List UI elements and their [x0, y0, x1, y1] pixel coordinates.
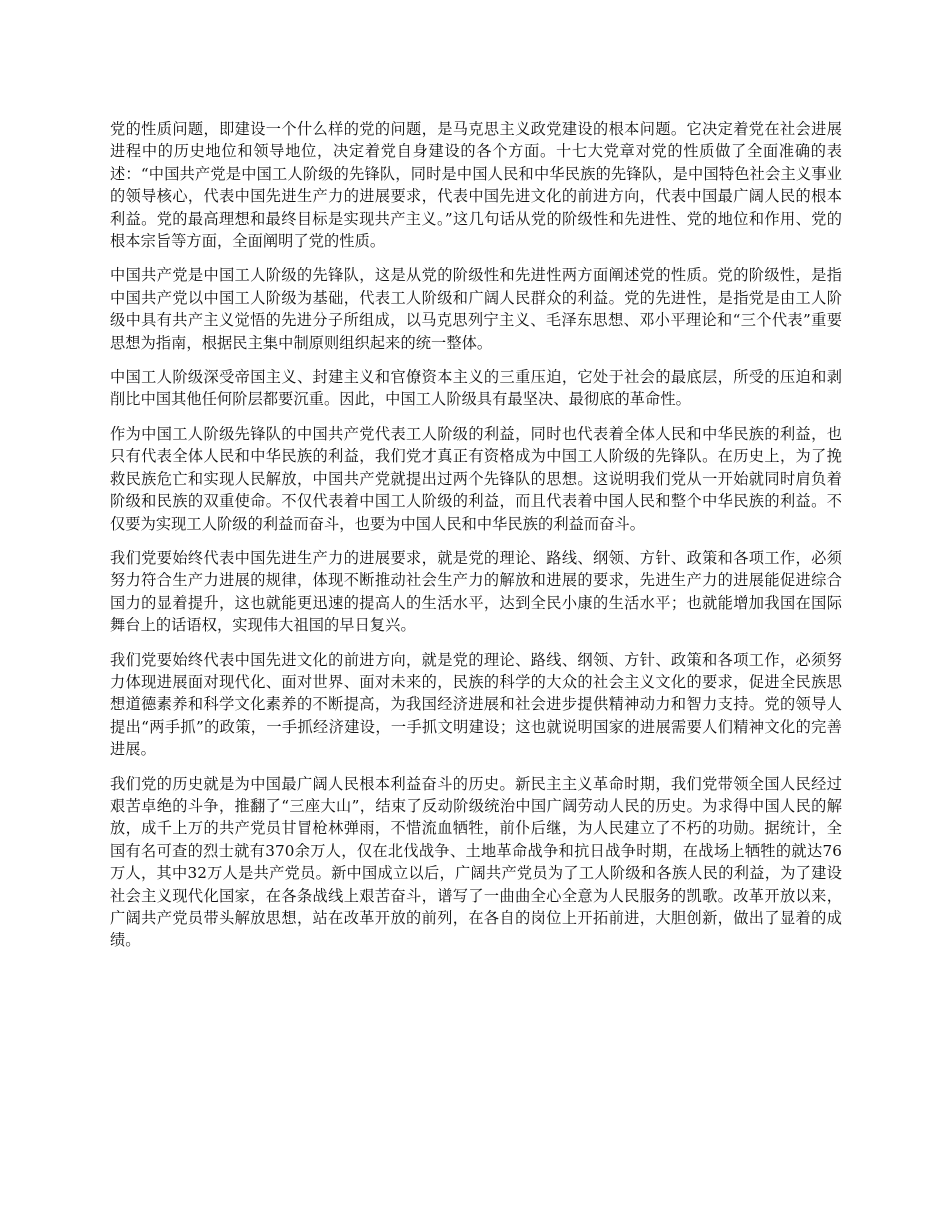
paragraph-dual-mission: 作为中国工人阶级先锋队的中国共产党代表工人阶级的利益，同时也代表着全体人民和中华民族的利益，也只有代表全体人民和中华民族的利益，我们党才真正有资格成为中国工人阶级的先锋队。在历史上，为了挽救民族危亡和实现人民解放，中国共产党就提出过两个先锋队的思想。这说明我们党从一开始就同时肩负着阶级和民族的双重使命。不仅代表着中国工人阶级的利益，而且代表着中国人民和整个中华民族的利益。不仅要为实现工人阶级的利益而奋斗，也要为中国人民和中华民族的利益而奋斗。 [110, 424, 842, 533]
paragraph-party-history: 我们党的历史就是为中国最广阔人民根本利益奋斗的历史。新民主主义革命时期，我们党带领全国人民经过艰苦卓绝的斗争，推翻了“三座大山”，结束了反动阶级统治中国广阔劳动人民的历史。为求得中国人民的解放，成千上万的共产党员甘冒枪林弹雨，不惜流血牺牲，前仆后继，为人民建立了不朽的功勋。据统计，全国有名可查的烈士就有370余万人，仅在北伐战争、土地革命战争和抗日战争时期，在战场上牺牲的就达76万人，其中32万人是共产党员。新中国成立以后，广阔共产党员为了工人阶级和各族人民的利益，为了建设社会主义现代化国家，在各条战线上艰苦奋斗，谱写了一曲曲全心全意为人民服务的凯歌。改革开放以来，广阔共产党员带头解放思想，站在改革开放的前列，在各自的岗位上开拓前进，大胆创新，做出了显着的成绩。 [110, 774, 842, 950]
paragraph-productive-forces: 我们党要始终代表中国先进生产力的进展要求，就是党的理论、路线、纲领、方针、政策和各项工作，必须努力符合生产力进展的规律，体现不断推动社会生产力的解放和进展的要求，先进生产力的进展能促进综合国力的显着提升，这也就能更迅速的提高人的生活水平，达到全民小康的生活水平；也就能增加我国在国际舞台上的话语权，实现伟大祖国的早日复兴。 [110, 548, 842, 635]
paragraph-advanced-culture: 我们党要始终代表中国先进文化的前进方向，就是党的理论、路线、纲领、方针、政策和各项工作，必须努力体现进展面对现代化、面对世界、面对未来的，民族的科学的大众的社会主义文化的要求，促进全民族思想道德素养和科学文化素养的不断提高，为我国经济进展和社会进步提供精神动力和智力支持。党的领导人提出“两手抓”的政策，一手抓经济建设，一手抓文明建设；这也就说明国家的进展需要人们精神文化的完善进展。 [110, 650, 842, 759]
paragraph-party-nature: 党的性质问题，即建设一个什么样的党的问题，是马克思主义政党建设的根本问题。它决定着党在社会进展进程中的历史地位和领导地位，决定着党自身建设的各个方面。十七大党章对党的性质做了全面准确的表述：“中国共产党是中国工人阶级的先锋队，同时是中国人民和中华民族的先锋队，是中国特色社会主义事业的领导核心，代表中国先进生产力的进展要求，代表中国先进文化的前进方向，代表中国最广阔人民的根本利益。党的最高理想和最终目标是实现共产主义。”这几句话从党的阶级性和先进性、党的地位和作用、党的根本宗旨等方面，全面阐明了党的性质。 [110, 120, 842, 251]
document-page [110, 118, 842, 964]
paragraph-class-vanguard: 中国共产党是中国工人阶级的先锋队，这是从党的阶级性和先进性两方面阐述党的性质。党的阶级性，是指中国共产党以中国工人阶级为基础，代表工人阶级和广阔人民群众的利益。党的先进性，是指党是由工人阶级中具有共产主义觉悟的先进分子所组成，以马克思列宁主义、毛泽东思想、邓小平理论和“三个代表”重要思想为指南，根据民主集中制原则组织起来的统一整体。 [110, 266, 842, 352]
paragraph-working-class: 中国工人阶级深受帝国主义、封建主义和官僚资本主义的三重压迫，它处于社会的最底层，所受的压迫和剥削比中国其他任何阶层都要沉重。因此，中国工人阶级具有最坚决、最彻底的革命性。 [110, 368, 842, 409]
